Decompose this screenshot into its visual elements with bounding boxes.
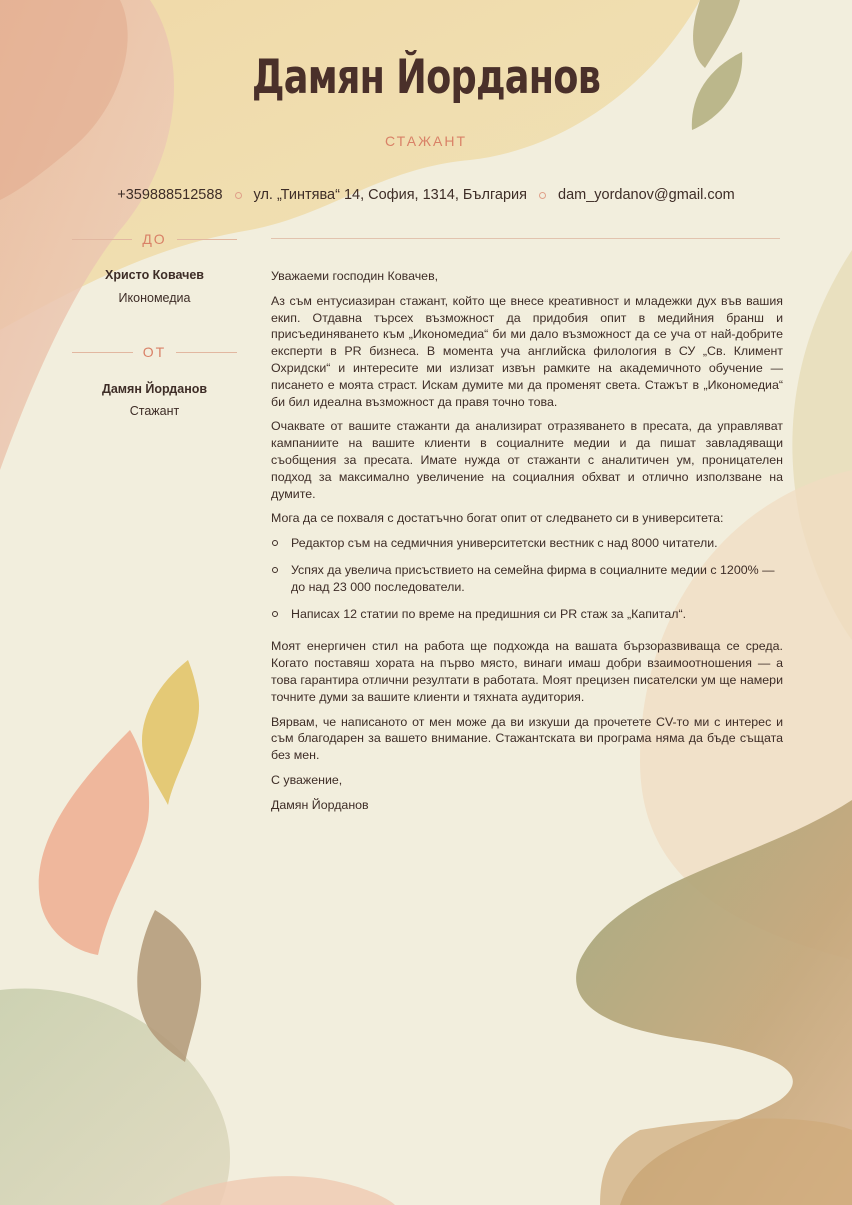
phone-number: +359888512588 <box>117 187 223 203</box>
contact-line <box>0 187 852 203</box>
list-item-text: Написах 12 статии по време на предишния си PR стаж за „Капитал“. <box>291 606 687 621</box>
signature: Дамян Йорданов <box>271 797 369 812</box>
paragraph-experience: Мога да се похваля с достатъчно богат опит от следването си в университета: <box>271 511 724 526</box>
recipient-name: Христо Ковачев <box>105 268 204 282</box>
to-label: ДО <box>142 231 167 247</box>
achievements-list <box>271 535 783 622</box>
from-section-heading <box>72 344 237 360</box>
divider <box>176 352 237 353</box>
separator-dot-icon <box>235 192 242 199</box>
list-item-text: Редактор съм на седмичния университетски вестник с над 8000 читатели. <box>291 536 718 551</box>
sender-name: Дамян Йорданов <box>101 382 208 396</box>
list-item <box>271 535 783 552</box>
divider <box>177 239 237 240</box>
recipient-company: Икономедиа <box>118 291 191 305</box>
letter-body <box>271 268 783 822</box>
sender-name-heading: Дамян Йорданов <box>251 50 601 105</box>
paragraph-intro: Аз съм ентусиазиран стажант, който ще внесе креативност и младежки дух във вашия екип. Отдавна търсех възможност да придобия опит в медийния бранш и присъединяването към „Икономедиа“ би ми дало възможност да се уча от най-добрите експерти в PR бизнеса. В момента уча английска филология в СУ „Св. Климент Охридски“ и интересите ми излизат извън рамките на академичното обучение — писането е моята страст. Искам думите ми да променят света. Стажът в „Икономедиа“ би бил идеална възможност да правя точно това. <box>271 293 783 409</box>
paragraph-expectations: Очаквате от вашите стажанти да анализират отразяването в пресата, да управляват кампаниите на вашите клиенти в социалните медии и да пишат завладяващи съобщения за пресата. Имате нужда от стажанти с аналитичен ум, проницателен подход за максимално увеличение на социалния обхват и отлично използване на думите. <box>271 419 783 501</box>
header-divider <box>271 238 780 239</box>
sender-role: СТАЖАНТ <box>385 133 467 149</box>
bullet-icon <box>272 611 278 617</box>
divider <box>72 352 133 353</box>
bullet-icon <box>272 540 278 546</box>
greeting: Уважаеми господин Ковачев, <box>271 269 439 283</box>
list-item-text: Успях да увелича присъствието на семейна фирма в социалните медии с 1200% — до над 23 000 последователи. <box>291 562 775 594</box>
address: ул. „Тинтява“ 14, София, 1314, България <box>253 187 528 203</box>
list-item <box>271 562 783 596</box>
separator-dot-icon <box>539 192 546 199</box>
list-item <box>271 606 783 623</box>
closing: С уважение, <box>271 772 343 787</box>
bullet-icon <box>272 567 278 573</box>
paragraph-closing: Вярвам, че написаното от мен може да ви изкуши да прочетете CV-то ми с интерес и съм благодарен за вашето внимание. Стажантската ви програма няма да бъде същата без мен. <box>271 714 783 763</box>
sender-title: Стажант <box>129 404 180 418</box>
from-label: ОТ <box>142 344 167 360</box>
to-section-heading <box>72 231 237 247</box>
divider <box>72 239 132 240</box>
email: dam_yordanov@gmail.com <box>558 187 735 203</box>
paragraph-style: Моят енергичен стил на работа ще подхожда на вашата бързоразвиваща се среда. Когато поставяш хората на първо място, винаги имаш добри взаимоотношения — а това гарантира отлични резултати в работата. Моят прецизен писателски ум ще намери точните думи за вашите клиенти и тяхната аудитория. <box>271 639 783 704</box>
